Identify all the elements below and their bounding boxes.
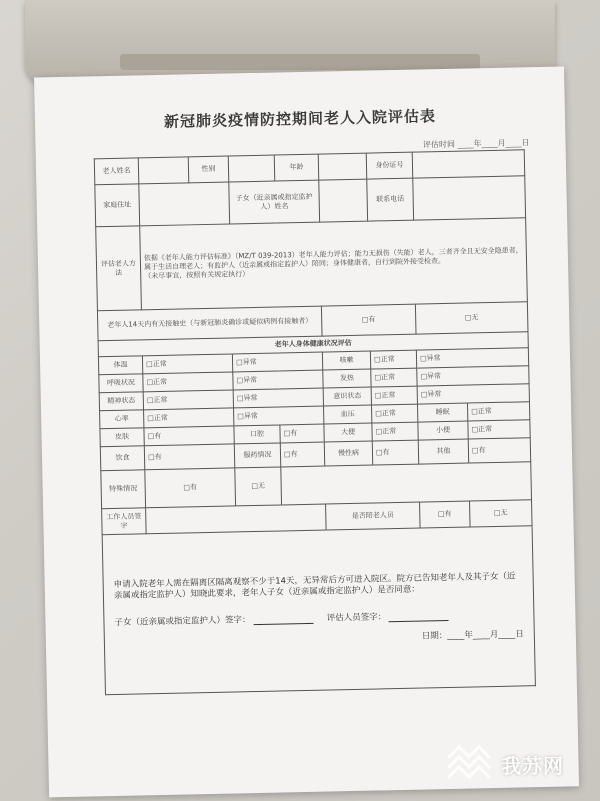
watermark [443, 741, 564, 787]
id-label: 身份证号 [366, 152, 413, 179]
urine-label: 小便 [418, 421, 468, 440]
bp-label: 血压 [324, 405, 372, 424]
sleep-normal[interactable]: □正常 [467, 402, 529, 421]
stool-label: 大便 [324, 423, 372, 442]
name-label: 老人姓名 [94, 158, 139, 185]
special-present[interactable]: □有 [145, 468, 236, 508]
home-label: 家庭住址 [95, 184, 140, 227]
phone-value[interactable] [413, 176, 526, 220]
staff-accompany-yes[interactable]: □有 [420, 501, 471, 528]
home-value[interactable] [139, 182, 230, 226]
breath-label: 呼吸状况 [99, 374, 143, 393]
sleep-label: 睡眠 [417, 403, 467, 422]
bp-normal[interactable]: □正常 [371, 404, 417, 423]
consent-paragraph: 申请入院老年人需在隔离区隔离观察不少于14天，无异常后方可进入院区。院方已告知老年人及其子女（近亲属或指定监护人）知晓此要求，老年人子女（近亲属或指定监护人）是否同意： [113, 571, 516, 601]
sign-date: 日期：____年____月____日 [421, 629, 524, 642]
fever-normal[interactable]: □正常 [371, 368, 417, 387]
evaluation-date: 评估时间 ____年____月____日 [422, 138, 530, 150]
clipboard-clip-bar [120, 54, 480, 70]
sex-label: 性别 [188, 156, 229, 183]
family-sign-line[interactable] [253, 614, 313, 625]
eval-text [140, 218, 528, 310]
staff-accompany-label: 是否陪老人员 [326, 502, 421, 530]
special-notes[interactable] [281, 462, 532, 505]
name-value[interactable] [138, 157, 189, 184]
mouth-present[interactable]: □有 [280, 424, 324, 443]
contact-no[interactable]: □无 [415, 302, 528, 334]
meds-present[interactable]: □有 [280, 442, 324, 467]
illness-present[interactable]: □有 [372, 440, 418, 465]
assessment-table [94, 149, 536, 695]
mind-abnormal[interactable]: □异常 [417, 384, 529, 404]
contact-question: 老年人14天内有无接触史（与新冠肺炎确诊或疑似病例有接触者） [97, 306, 322, 341]
watermark-logo-icon [443, 741, 495, 787]
temp-label: 体温 [98, 356, 142, 375]
form-title: 新冠肺炎疫情防控期间老人入院评估表 [163, 107, 437, 131]
eval-text-main: 依据《老年人能力评估标准》（MZ/T 039-2013）老年人能力评估；能力无损伤（失能）老人，三者齐全且无安全隐患者，属于生活自理老人；有监护人（近亲属或指定监护人）陪同；身体健康者，自行到院外接受检查。 [143, 246, 523, 272]
form-paper [34, 66, 579, 797]
spirit-label: 精神状态 [99, 392, 143, 411]
age-label: 年龄 [274, 154, 319, 181]
heart-abnormal[interactable]: □异常 [234, 406, 324, 426]
other-present[interactable]: □有 [468, 438, 530, 463]
special-absent[interactable]: □无 [235, 467, 282, 506]
family-sign-label: 子女（近亲属或指定监护人）签字： [114, 614, 251, 628]
special-label: 特殊情况 [101, 470, 146, 509]
spirit-normal[interactable]: □正常 [143, 390, 233, 410]
evaluator-sign-line[interactable] [389, 611, 449, 622]
meds-label: 服药情况 [234, 443, 280, 468]
heart-normal[interactable]: □正常 [144, 408, 234, 428]
guardian-label: 子女（近亲属或指定监护人）姓名 [229, 180, 320, 224]
illness-label: 慢性病 [324, 441, 372, 466]
breath-abnormal[interactable]: □异常 [233, 370, 323, 390]
spirit-abnormal[interactable]: □异常 [233, 388, 323, 408]
contact-yes[interactable]: □有 [321, 304, 416, 336]
staff-accompany-no[interactable]: □无 [470, 500, 533, 527]
consent-block [102, 526, 535, 695]
skin-present[interactable]: □有 [144, 426, 234, 446]
guardian-value[interactable] [319, 179, 368, 222]
cough-normal[interactable]: □正常 [370, 350, 416, 369]
temp-normal[interactable]: □正常 [142, 354, 232, 374]
age-value[interactable] [318, 153, 367, 180]
mouth-label: 口腔 [234, 425, 280, 444]
cough-label: 咳嗽 [322, 351, 370, 370]
diet-label: 饮食 [100, 446, 144, 471]
other-label: 其他 [418, 439, 468, 464]
eval-label: 评估老人方法 [96, 226, 142, 311]
mind-normal[interactable]: □正常 [371, 386, 417, 405]
fever-abnormal[interactable]: □异常 [417, 366, 529, 386]
cough-abnormal[interactable]: □异常 [416, 348, 528, 368]
id-value[interactable] [412, 150, 525, 178]
mind-label: 意识状态 [323, 387, 371, 406]
staff-sign-value[interactable] [146, 504, 327, 534]
eval-text-note: （未尽事宜，按照有关规定执行） [144, 269, 250, 281]
temp-abnormal[interactable]: □异常 [232, 352, 322, 372]
health-section-title: 老年人身体健康状况评估 [98, 332, 528, 357]
stool-normal[interactable]: □正常 [372, 422, 418, 441]
phone-label: 联系电话 [367, 178, 414, 221]
urine-normal[interactable]: □正常 [468, 420, 530, 439]
diet-present[interactable]: □有 [144, 444, 234, 470]
sex-value[interactable] [228, 155, 275, 182]
watermark-text: 我苏网 [501, 753, 564, 778]
breath-normal[interactable]: □正常 [143, 372, 233, 392]
skin-label: 皮肤 [100, 428, 144, 447]
staff-sign-label: 工作人员签字 [102, 508, 147, 535]
fever-label: 发热 [323, 369, 371, 388]
evaluator-sign-label: 评估人员签字： [326, 611, 387, 624]
heart-label: 心率 [100, 410, 144, 429]
